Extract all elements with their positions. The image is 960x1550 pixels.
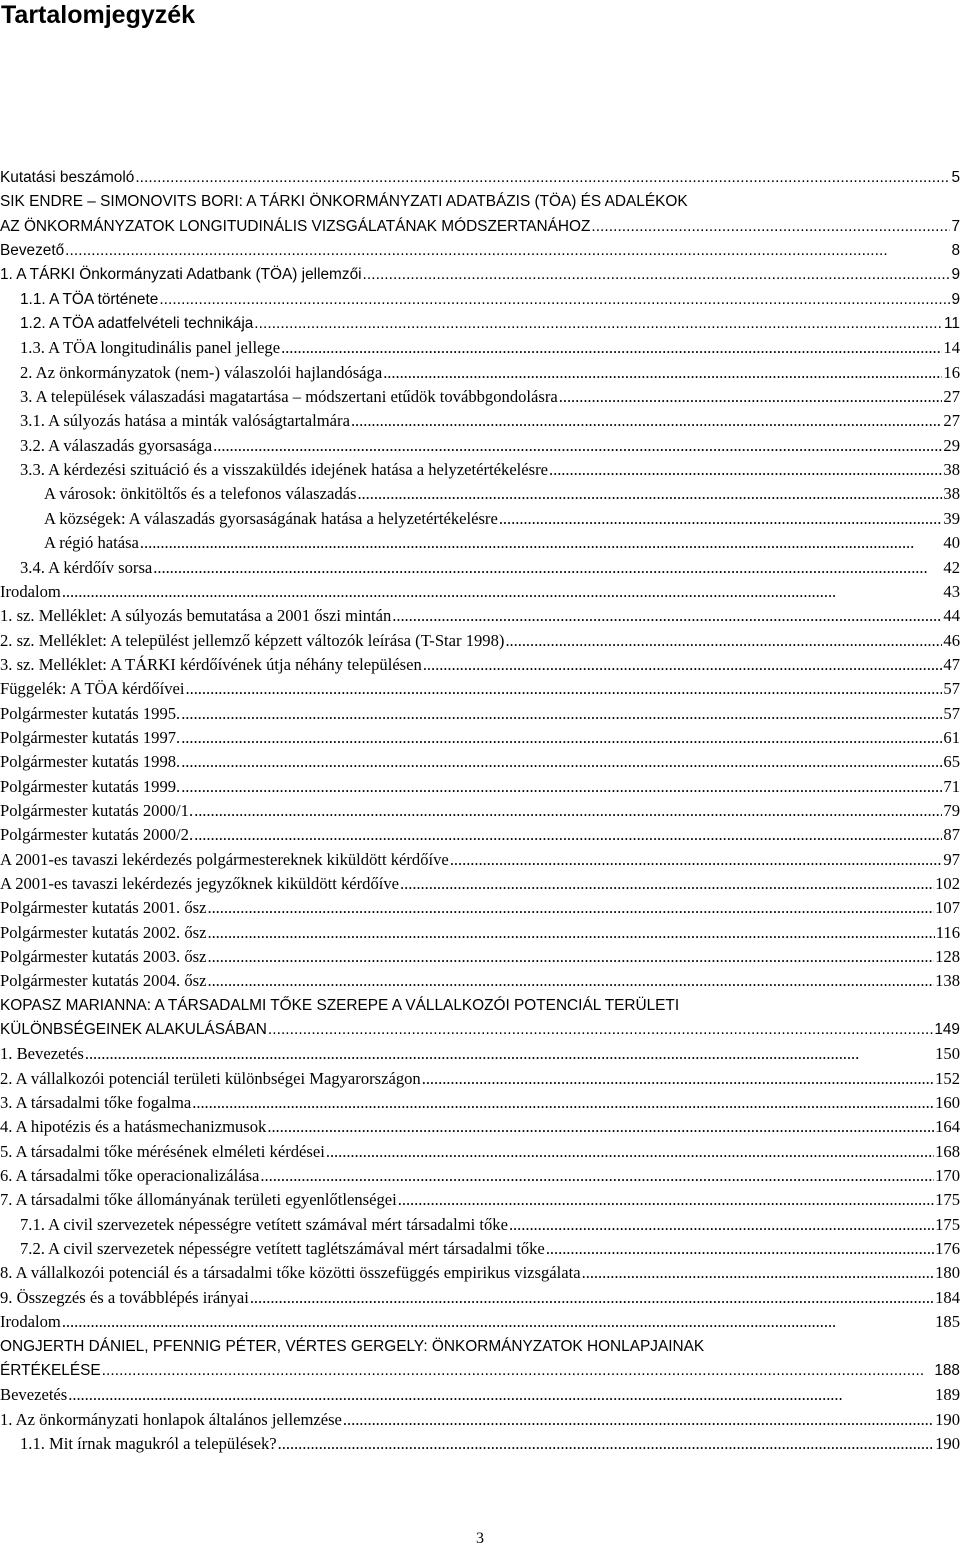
page-number: 3	[476, 1530, 484, 1547]
toc-entry[interactable]	[0, 1067, 960, 1091]
toc-entry-title: 7.1. A civil szervezetek népességre vetített számával mért társadalmi tőke	[20, 1214, 508, 1234]
toc-entry-title: 1.3. A TÖA longitudinális panel jellege	[20, 338, 281, 358]
toc-entry-title: Polgármester kutatás 2003. ősz	[0, 947, 207, 966]
toc-entry[interactable]	[0, 1261, 960, 1285]
dot-leader	[267, 1115, 934, 1139]
dot-leader	[260, 1164, 934, 1188]
dot-leader	[357, 482, 942, 506]
toc-entry-page: 43	[943, 581, 960, 601]
toc-entry[interactable]	[0, 726, 960, 750]
toc-entry[interactable]	[0, 1188, 960, 1212]
dot-leader	[65, 239, 950, 263]
toc-entry[interactable]	[0, 166, 960, 190]
toc-entry[interactable]	[0, 1359, 960, 1383]
toc-entry-title: Kutatási beszámoló	[0, 169, 135, 186]
dot-leader	[363, 263, 951, 287]
dot-leader	[181, 726, 942, 750]
toc-entry-title: 2. Az önkormányzatok (nem-) válaszolói hajlandósága	[20, 362, 383, 382]
toc-entry-title: 1.1. Mit írnak magukról a települések?	[20, 1433, 277, 1453]
toc-entry-title: ÉRTÉKELÉSE	[0, 1361, 101, 1379]
toc-entry-title: 3.4. A kérdőív sorsa	[20, 557, 153, 577]
toc-entry-page: 190	[935, 1433, 960, 1453]
toc-entry[interactable]	[0, 1042, 960, 1066]
toc-entry-page: 27	[943, 387, 960, 407]
dot-leader	[181, 750, 942, 774]
toc-entry-title: 6. A társadalmi tőke operacionalizálása	[0, 1166, 260, 1186]
dot-leader	[351, 409, 942, 433]
toc-entry-page: 79	[943, 800, 960, 820]
dot-leader	[153, 556, 942, 580]
toc-entry-page: 149	[934, 1021, 960, 1039]
toc-entry-page: 9	[951, 266, 960, 284]
dot-leader	[85, 1042, 934, 1066]
toc-entry-title: A községek: A válaszadás gyorsaságának hatása a helyzetértékelésre	[44, 508, 498, 528]
toc-entry[interactable]	[0, 482, 960, 506]
toc-entry-title: Függelék: A TÖA kérdőívei	[0, 679, 185, 699]
toc-entry-title: 2. A vállalkozói potenciál területi különbségei Magyarországon	[0, 1068, 421, 1088]
toc-entry-page: 188	[934, 1361, 960, 1379]
dot-leader	[181, 775, 942, 799]
toc-entry-page: 8	[951, 242, 960, 260]
dot-leader	[135, 166, 950, 190]
toc-entry[interactable]	[0, 1310, 960, 1334]
toc-entry-title: 3.1. A súlyozás hatása a minták valóságtartalmára	[20, 411, 350, 431]
toc-entry-title: A 2001-es tavaszi lekérdezés polgármestereknek kiküldött kérdőíve	[0, 849, 449, 869]
toc-entry[interactable]	[0, 1140, 960, 1164]
toc-entry-page: 160	[935, 1093, 960, 1113]
toc-entry-page: 138	[935, 971, 960, 991]
toc-entry-page: 61	[943, 727, 960, 747]
toc-entry-title: 7.2. A civil szervezetek népességre vetített taglétszámával mért társadalmi tőke	[20, 1239, 545, 1259]
table-of-contents	[0, 166, 960, 1456]
toc-entry-page: 42	[943, 557, 960, 577]
dot-leader	[250, 1286, 934, 1310]
toc-entry[interactable]	[0, 653, 960, 677]
toc-entry-page: 27	[943, 411, 960, 431]
toc-entry-page: 44	[943, 606, 960, 626]
toc-entry-title: Bevezetés	[0, 1385, 68, 1405]
toc-entry-title: 3. A települések válaszadási magatartása – módszertani etűdök továbbgondolásra	[20, 387, 558, 407]
toc-entry-title: 9. Összegzés és a továbblépés irányai	[0, 1287, 249, 1307]
toc-entry-title: 1. A TÁRKI Önkormányzati Adatbank (TÖA) jellemzői	[0, 266, 362, 284]
dot-leader	[186, 677, 943, 701]
toc-entry-heading-line: SIK ENDRE – SIMONOVITS BORI: A TÁRKI ÖNKORMÁNYZATI ADATBÁZIS (TÖA) ÉS ADALÉKOK	[0, 193, 688, 211]
toc-entry[interactable]	[0, 1408, 960, 1432]
toc-entry-page: 180	[935, 1263, 960, 1283]
toc-entry-page: 5	[951, 169, 960, 186]
dot-leader	[582, 1261, 934, 1285]
toc-entry[interactable]	[0, 361, 960, 385]
toc-entry-page: 150	[935, 1044, 960, 1064]
toc-entry[interactable]	[0, 215, 960, 239]
toc-entry[interactable]	[0, 945, 960, 969]
dot-leader	[343, 1408, 934, 1432]
dot-leader	[207, 969, 934, 993]
toc-entry-title: 8. A vállalkozói potenciál és a társadalmi tőke közötti összefüggés empirikus vizsgálata	[0, 1263, 581, 1283]
toc-entry[interactable]	[0, 799, 960, 823]
toc-entry-page: 185	[935, 1312, 960, 1332]
toc-entry-title: 3.2. A válaszadás gyorsasága	[20, 435, 213, 455]
toc-entry-title: Bevezető	[0, 242, 65, 260]
toc-entry-page: 7	[951, 217, 960, 235]
toc-entry-page: 39	[943, 508, 960, 528]
toc-entry-page: 16	[943, 362, 960, 382]
toc-entry-title: A 2001-es tavaszi lekérdezés jegyzőknek kiküldött kérdőíve	[0, 873, 400, 893]
toc-entry-page: 9	[951, 290, 960, 308]
toc-entry[interactable]	[0, 1237, 960, 1261]
dot-leader	[254, 312, 943, 336]
toc-entry-title: 3.3. A kérdezési szituáció és a visszaküldés idejének hatása a helyzetértékelésre	[20, 460, 549, 480]
dot-leader	[422, 1067, 934, 1091]
toc-entry-title: 7. A társadalmi tőke állományának területi egyenlőtlenségei	[0, 1190, 397, 1210]
toc-entry-page: 175	[935, 1214, 960, 1234]
toc-entry-page: 11	[944, 315, 960, 333]
toc-entry-title: AZ ÖNKORMÁNYZATOK LONGITUDINÁLIS VIZSGÁLATÁNAK MÓDSZERTANÁHOZ	[0, 217, 591, 235]
toc-entry-page: 38	[943, 460, 960, 480]
toc-entry[interactable]	[0, 288, 960, 312]
toc-entry-page: 40	[943, 533, 960, 553]
toc-entry[interactable]	[0, 969, 960, 993]
toc-entry[interactable]	[0, 1115, 960, 1139]
toc-entry-title: Polgármester kutatás 2002. ősz	[0, 922, 207, 942]
dot-leader	[383, 361, 942, 385]
toc-entry-page: 38	[943, 484, 960, 504]
toc-entry-title: Irodalom	[0, 1312, 61, 1332]
dot-leader	[194, 799, 942, 823]
dot-leader	[207, 896, 934, 920]
toc-entry[interactable]	[0, 1091, 960, 1115]
toc-entry[interactable]	[0, 263, 960, 287]
dot-leader	[505, 629, 942, 653]
dot-leader	[398, 1188, 934, 1212]
dot-leader	[140, 531, 942, 555]
dot-leader	[591, 215, 950, 239]
dot-leader	[207, 945, 934, 969]
toc-entry-page: 189	[935, 1385, 960, 1405]
toc-entry-page: 46	[943, 630, 960, 650]
toc-entry[interactable]	[0, 1213, 960, 1237]
toc-entry-title: Polgármester kutatás 1995.	[0, 703, 181, 723]
toc-entry-title: 2. sz. Melléklet: A települést jellemző képzett változók leírása (T-Star 1998)	[0, 630, 505, 650]
dot-leader	[62, 580, 943, 604]
toc-entry[interactable]	[0, 1286, 960, 1310]
toc-entry-page: 14	[943, 338, 960, 358]
toc-entry-title: 1.1. A TÖA története	[20, 290, 159, 308]
toc-entry-title: 5. A társadalmi tőke mérésének elméleti kérdései	[0, 1141, 325, 1161]
dot-leader	[68, 1383, 934, 1407]
toc-entry[interactable]	[0, 385, 960, 409]
toc-entry[interactable]	[0, 556, 960, 580]
toc-entry[interactable]	[0, 604, 960, 628]
dot-leader	[159, 288, 950, 312]
toc-entry[interactable]	[0, 239, 960, 263]
dot-leader	[62, 1310, 934, 1334]
dot-leader	[559, 385, 943, 409]
toc-entry[interactable]	[0, 409, 960, 433]
toc-entry[interactable]	[0, 531, 960, 555]
dot-leader	[423, 653, 943, 677]
toc-entry[interactable]	[0, 1164, 960, 1188]
toc-entry[interactable]	[0, 1383, 960, 1407]
toc-entry[interactable]	[0, 312, 960, 336]
toc-entry-title: 1. Bevezetés	[0, 1044, 84, 1064]
toc-entry-page: 65	[943, 752, 960, 772]
dot-leader	[181, 702, 942, 726]
dot-leader	[549, 458, 942, 482]
dot-leader	[450, 848, 943, 872]
toc-entry[interactable]	[0, 872, 960, 896]
toc-entry-page: 97	[943, 849, 960, 869]
dot-leader	[509, 1213, 934, 1237]
toc-entry-title: KÜLÖNBSÉGEINEK ALAKULÁSÁBAN	[0, 1021, 267, 1039]
toc-entry-page: 116	[935, 922, 960, 942]
dot-leader	[400, 872, 934, 896]
toc-entry-title: 1.2. A TÖA adatfelvételi technikája	[20, 315, 254, 333]
toc-entry-page: 57	[943, 703, 960, 723]
toc-entry[interactable]	[0, 434, 960, 458]
dot-leader	[268, 1018, 933, 1042]
toc-entry-title: Polgármester kutatás 2004. ősz	[0, 971, 207, 991]
toc-entry[interactable]	[0, 1432, 960, 1456]
dot-leader	[546, 1237, 934, 1261]
toc-entry[interactable]	[0, 336, 960, 360]
toc-entry[interactable]	[0, 750, 960, 774]
toc-entry-page: 71	[943, 776, 960, 796]
toc-entry-heading-line: KOPASZ MARIANNA: A TÁRSADALMI TŐKE SZEREPE A VÁLLALKOZÓI POTENCIÁL TERÜLETI	[0, 996, 680, 1014]
toc-entry-page: 128	[935, 947, 960, 966]
dot-leader	[102, 1359, 934, 1383]
toc-entry-title: Polgármester kutatás 1998.	[0, 752, 181, 772]
toc-entry-title: Polgármester kutatás 2001. ősz	[0, 898, 207, 918]
toc-entry[interactable]	[0, 702, 960, 726]
toc-entry[interactable]	[0, 848, 960, 872]
dot-leader	[213, 434, 942, 458]
dot-leader	[194, 823, 942, 847]
toc-entry-title: A régió hatása	[44, 533, 139, 553]
toc-entry[interactable]	[0, 896, 960, 920]
toc-entry-title: Irodalom	[0, 581, 61, 601]
toc-entry[interactable]	[0, 775, 960, 799]
toc-entry-page: 29	[943, 435, 960, 455]
toc-entry[interactable]	[0, 629, 960, 653]
toc-entry-page: 47	[943, 654, 960, 674]
toc-entry-page: 87	[943, 825, 960, 845]
toc-entry-title: Polgármester kutatás 1997.	[0, 727, 181, 747]
toc-entry-page: 184	[935, 1287, 960, 1307]
page-title: Tartalomjegyzék	[1, 1, 196, 29]
toc-entry-title: 3. sz. Melléklet: A TÁRKI kérdőívének útja néhány településen	[0, 654, 422, 674]
toc-entry[interactable]	[0, 580, 960, 604]
toc-entry-title: 3. A társadalmi tőke fogalma	[0, 1093, 192, 1113]
dot-leader	[499, 507, 943, 531]
toc-entry-page: 175	[935, 1190, 960, 1210]
dot-leader	[392, 604, 942, 628]
toc-entry-title: A városok: önkitöltős és a telefonos válaszadás	[44, 484, 357, 504]
toc-entry[interactable]	[0, 823, 960, 847]
toc-entry-title: 1. Az önkormányzati honlapok általános jellemzése	[0, 1409, 342, 1429]
toc-entry-page: 176	[935, 1239, 960, 1259]
toc-entry-page: 170	[935, 1166, 960, 1186]
toc-entry-title: Polgármester kutatás 2000/2.	[0, 825, 194, 845]
toc-entry[interactable]	[0, 677, 960, 701]
toc-entry[interactable]	[0, 1018, 960, 1042]
toc-entry-page: 57	[943, 679, 960, 699]
dot-leader	[192, 1091, 934, 1115]
dot-leader	[278, 1432, 934, 1456]
toc-entry-title: Polgármester kutatás 1999.	[0, 776, 181, 796]
dot-leader	[207, 921, 934, 945]
toc-entry-page: 152	[935, 1068, 960, 1088]
toc-entry-page: 102	[935, 873, 960, 893]
dot-leader	[281, 336, 942, 360]
toc-entry-heading-line: ONGJERTH DÁNIEL, PFENNIG PÉTER, VÉRTES GERGELY: ÖNKORMÁNYZATOK HONLAPJAINAK	[0, 1337, 705, 1355]
toc-entry-page: 168	[935, 1141, 960, 1161]
toc-entry-page: 164	[935, 1117, 960, 1137]
toc-entry-title: 4. A hipotézis és a hatásmechanizmusok	[0, 1117, 267, 1137]
toc-entry-page: 107	[935, 898, 960, 918]
toc-entry-page: 190	[935, 1409, 960, 1429]
dot-leader	[326, 1140, 934, 1164]
toc-entry[interactable]	[0, 507, 960, 531]
toc-entry-title: 1. sz. Melléklet: A súlyozás bemutatása a 2001 őszi mintán	[0, 606, 392, 626]
toc-entry[interactable]	[0, 921, 960, 945]
toc-entry[interactable]	[0, 458, 960, 482]
toc-entry-title: Polgármester kutatás 2000/1.	[0, 800, 194, 820]
